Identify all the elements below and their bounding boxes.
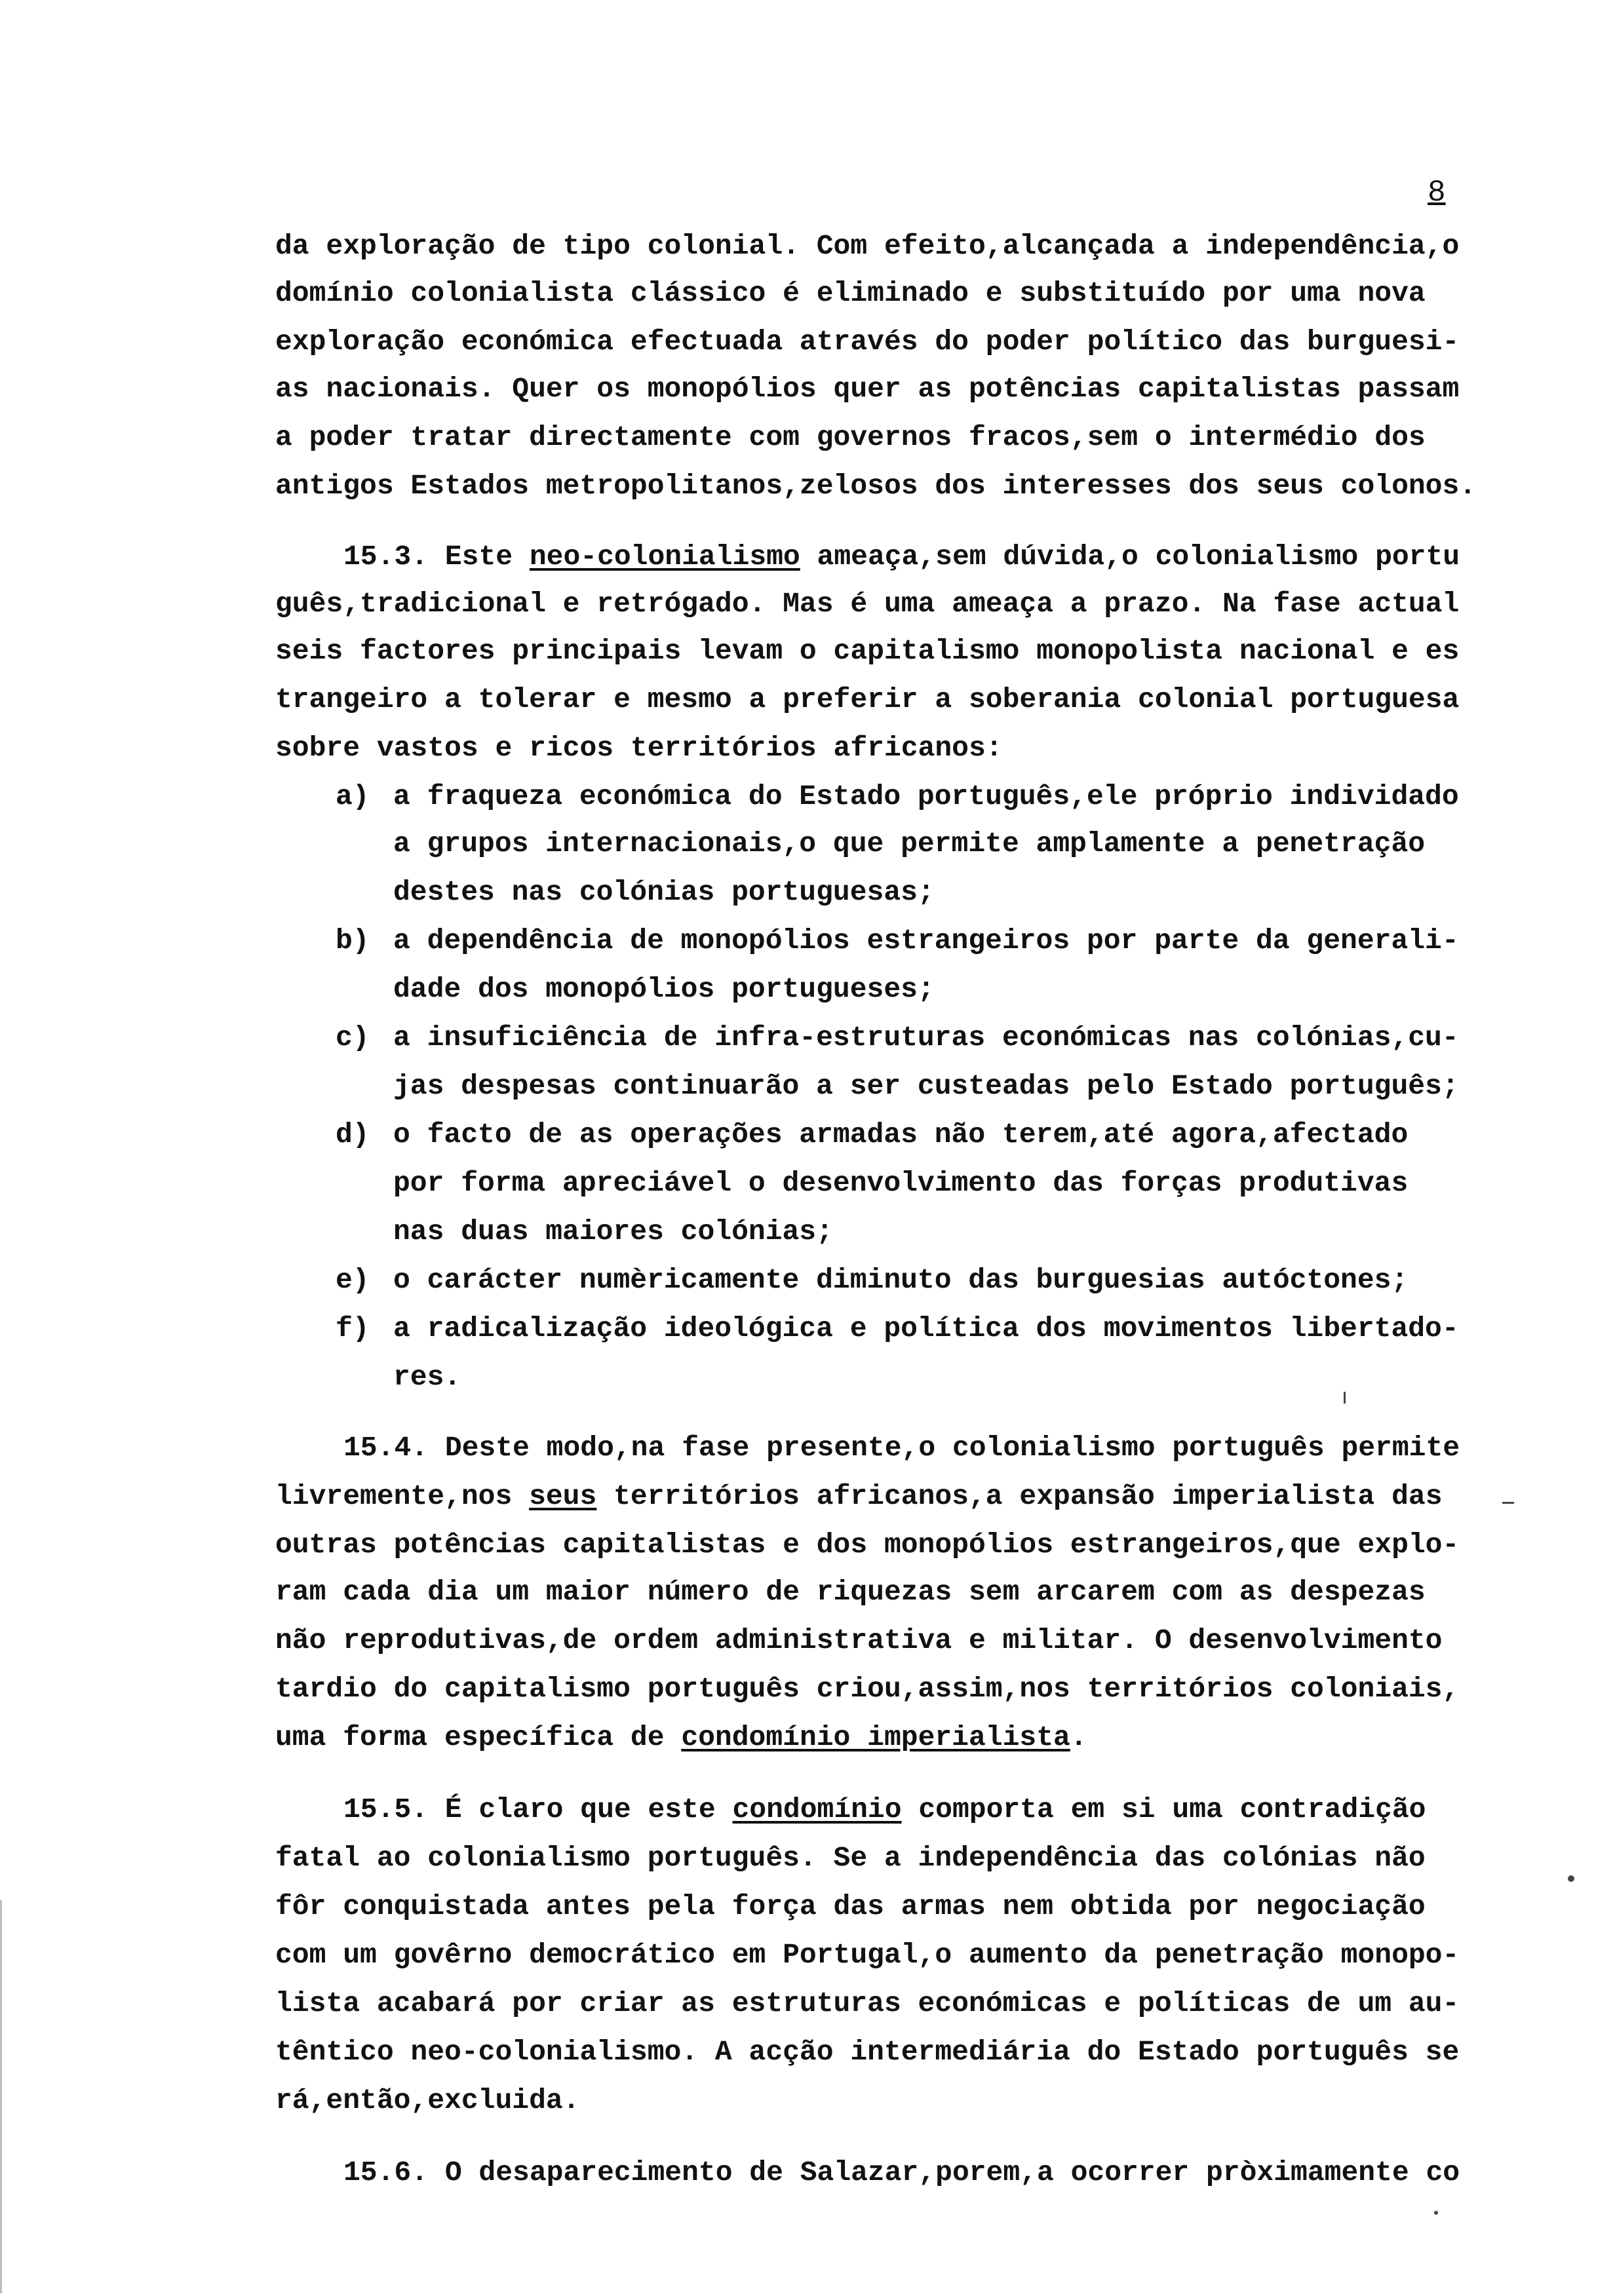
list-item-text: a fraqueza económica do Estado português,ele próprio individado <box>393 780 1459 813</box>
paragraph-15-5-first-line: 15.5. É claro que este condomínio comporta em si uma contradição <box>343 1793 1426 1826</box>
text-line: não reprodutivas,de ordem administrativa e militar. O desenvolvimento <box>275 1624 1443 1656</box>
list-item-text: a grupos internacionais,o que permite amplamente a penetração <box>393 828 1426 860</box>
text-line: domínio colonialista clássico é eliminado e substituído por uma nova <box>275 277 1426 309</box>
paragraph-number: 15.3. <box>343 541 429 573</box>
text-line: ram cada dia um maior número de riquezas sem arcarem com as despezas <box>275 1576 1426 1608</box>
list-item-text: res. <box>393 1361 461 1393</box>
list-item-text: dade dos monopólios portugueses; <box>393 973 935 1005</box>
text-line: fatal ao colonialismo português. Se a independência das colónias não <box>275 1842 1426 1874</box>
text-line: seis factores principais levam o capitalismo monopolista nacional e es <box>275 635 1460 667</box>
text-line: exploração económica efectuada através do poder político das burguesi- <box>275 326 1460 358</box>
list-item-text: a dependência de monopólios estrangeiros por parte da generali- <box>393 925 1459 957</box>
page-number: 8 <box>1428 176 1446 210</box>
list-item-label: f) <box>336 1312 370 1345</box>
list-item-text: o carácter numèricamente diminuto das burguesias autóctones; <box>393 1264 1409 1296</box>
text-line: as nacionais. Quer os monopólios quer as potências capitalistas passam <box>275 373 1460 405</box>
text-line: da exploração de tipo colonial. Com efeito,alcançada a independência,o <box>275 230 1460 262</box>
scan-speck <box>1568 1875 1574 1882</box>
text-line: fôr conquistada antes pela força das armas nem obtida por negociação <box>275 1890 1426 1923</box>
text-line: uma forma específica de condomínio imperialista. <box>275 1721 1087 1753</box>
scan-speck <box>1344 1392 1346 1404</box>
underlined-term: seus <box>529 1480 597 1512</box>
paragraph-15-3-first-line: 15.3. Este neo-colonialismo ameaça,sem dúvida,o colonialismo portu <box>343 541 1460 573</box>
text-line: livremente,nos seus territórios africanos,a expansão imperialista das <box>275 1480 1443 1512</box>
underlined-term: neo-colonialismo <box>529 541 800 573</box>
list-item-text: o facto de as operações armadas não terem,até agora,afectado <box>393 1119 1409 1151</box>
list-item-text: jas despesas continuarão a ser custeadas pelo Estado português; <box>393 1070 1459 1102</box>
list-item-text: nas duas maiores colónias; <box>393 1215 833 1248</box>
text-line: trangeiro a tolerar e mesmo a preferir a soberania colonial portuguesa <box>275 683 1460 716</box>
list-item-text: por forma apreciável o desenvolvimento das forças produtivas <box>393 1167 1409 1199</box>
list-item-label: d) <box>336 1119 370 1151</box>
list-item-text: a insuficiência de infra-estruturas económicas nas colónias,cu- <box>393 1022 1459 1054</box>
paragraph-15-4-first-line: 15.4. Deste modo,na fase presente,o colonialismo português permite <box>343 1432 1460 1464</box>
scan-speck <box>1502 1502 1514 1504</box>
underlined-term: condomínio <box>732 1793 902 1826</box>
text-line: com um govêrno democrático em Portugal,o aumento da penetração monopo- <box>275 1939 1460 1971</box>
text-line: rá,então,excluida. <box>275 2084 580 2116</box>
scan-edge <box>0 1900 2 2293</box>
text-line: tardio do capitalismo português criou,assim,nos territórios coloniais, <box>275 1673 1460 1705</box>
scan-speck <box>1434 2211 1438 2215</box>
paragraph-15-6-first-line: 15.6. O desaparecimento de Salazar,porem,a ocorrer pròximamente co <box>343 2156 1460 2189</box>
text-line: sobre vastos e ricos territórios africanos: <box>275 732 1003 764</box>
underlined-term: condomínio imperialista <box>681 1721 1070 1753</box>
text-line: a poder tratar directamente com governos fracos,sem o intermédio dos <box>275 421 1426 453</box>
list-item-label: c) <box>336 1022 370 1054</box>
list-item-label: a) <box>336 780 370 813</box>
text-line: têntico neo-colonialismo. A acção intermediária do Estado português se <box>275 2036 1460 2068</box>
list-item-text: a radicalização ideológica e política dos movimentos libertado- <box>393 1312 1459 1345</box>
text-line: antigos Estados metropolitanos,zelosos dos interesses dos seus colonos. <box>275 470 1477 502</box>
text-line: guês,tradicional e retrógado. Mas é uma ameaça a prazo. Na fase actual <box>275 588 1460 620</box>
list-item-label: b) <box>336 925 370 957</box>
list-item-label: e) <box>336 1264 370 1296</box>
text-line: outras potências capitalistas e dos monopólios estrangeiros,que explo- <box>275 1529 1460 1561</box>
text-line: lista acabará por criar as estruturas económicas e políticas de um au- <box>275 1987 1460 2019</box>
list-item-text: destes nas colónias portuguesas; <box>393 876 935 908</box>
